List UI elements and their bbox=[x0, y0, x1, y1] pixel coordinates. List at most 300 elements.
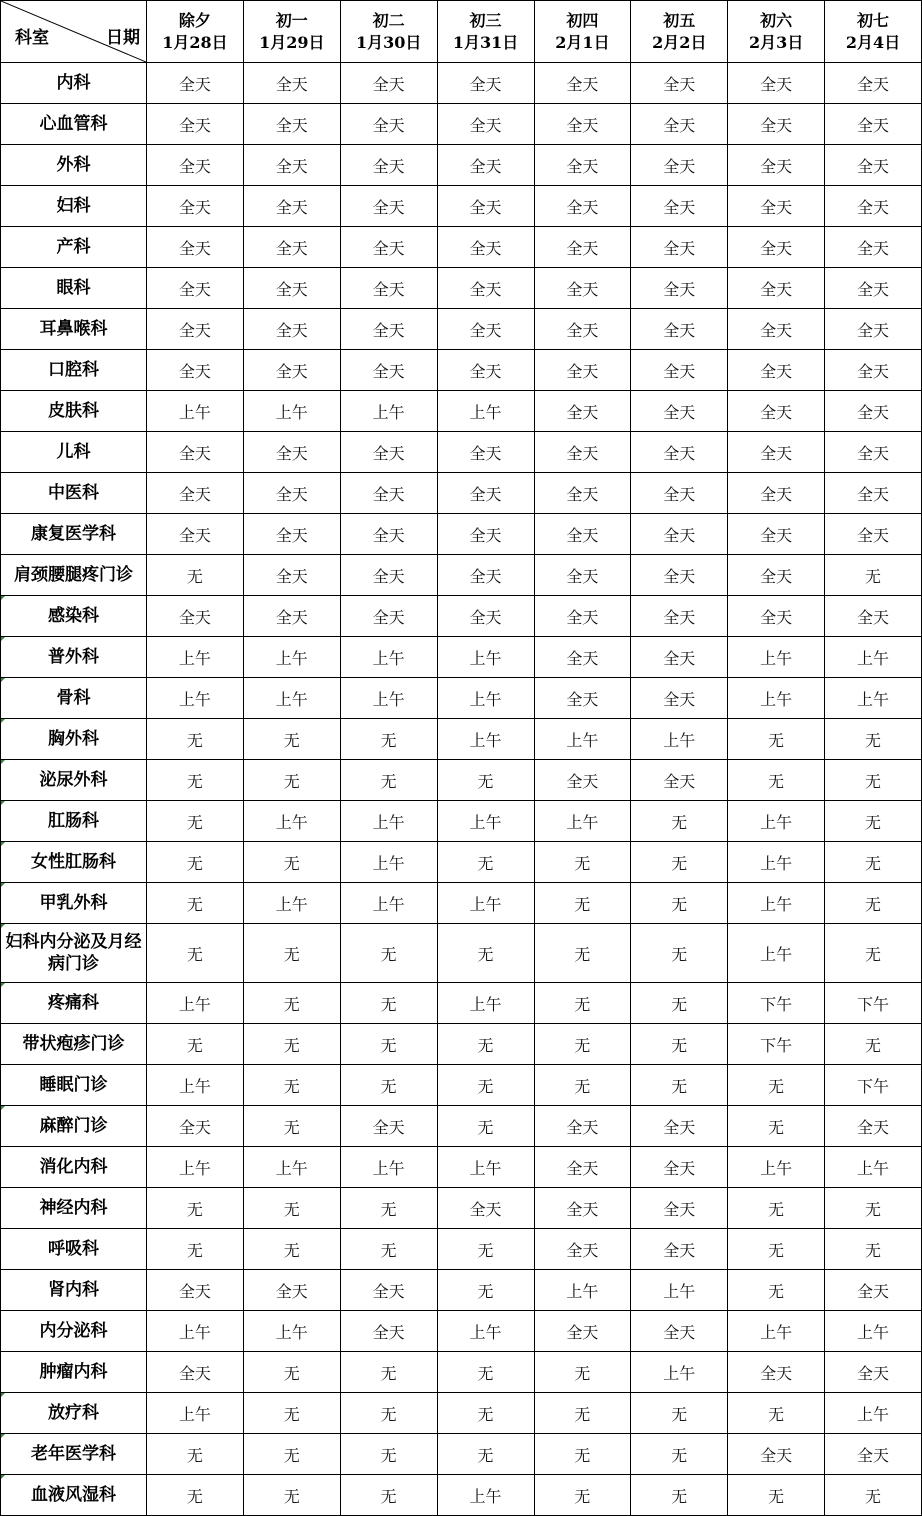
schedule-cell: 全天 bbox=[825, 432, 922, 473]
schedule-cell: 全天 bbox=[534, 145, 631, 186]
day-name: 初三 bbox=[469, 10, 502, 30]
dept-name: 中医科 bbox=[48, 483, 99, 503]
schedule-cell: 上午 bbox=[147, 391, 244, 432]
day-header bbox=[147, 1, 244, 63]
schedule-cell: 全天 bbox=[825, 63, 922, 104]
schedule-cell: 无 bbox=[340, 1393, 437, 1434]
table-row bbox=[1, 1475, 922, 1516]
dept-cell bbox=[1, 760, 147, 801]
dept-name: 女性肛肠科 bbox=[31, 852, 116, 872]
schedule-cell: 全天 bbox=[631, 1311, 728, 1352]
schedule-cell: 全天 bbox=[728, 1434, 825, 1475]
schedule-cell: 上午 bbox=[340, 883, 437, 924]
schedule-cell: 无 bbox=[147, 719, 244, 760]
table-row bbox=[1, 432, 922, 473]
schedule-cell: 下午 bbox=[825, 983, 922, 1024]
dept-name: 肛肠科 bbox=[48, 811, 99, 831]
schedule-cell: 全天 bbox=[243, 432, 340, 473]
dept-cell bbox=[1, 514, 147, 555]
schedule-cell: 全天 bbox=[243, 227, 340, 268]
schedule-cell: 上午 bbox=[728, 1311, 825, 1352]
schedule-cell: 上午 bbox=[437, 1147, 534, 1188]
schedule-cell: 下午 bbox=[728, 983, 825, 1024]
schedule-cell: 无 bbox=[728, 1065, 825, 1106]
schedule-cell: 无 bbox=[437, 924, 534, 983]
dept-name: 消化内科 bbox=[39, 1157, 108, 1177]
schedule-cell: 全天 bbox=[437, 145, 534, 186]
schedule-cell: 全天 bbox=[534, 637, 631, 678]
schedule-cell: 全天 bbox=[147, 1270, 244, 1311]
table-row bbox=[1, 104, 922, 145]
schedule-cell: 无 bbox=[437, 1065, 534, 1106]
dept-name: 睡眠门诊 bbox=[39, 1075, 108, 1095]
dept-name: 产科 bbox=[56, 237, 91, 257]
day-header bbox=[728, 1, 825, 63]
schedule-cell: 全天 bbox=[243, 473, 340, 514]
schedule-cell: 全天 bbox=[437, 473, 534, 514]
schedule-cell: 全天 bbox=[631, 1229, 728, 1270]
schedule-cell: 上午 bbox=[437, 391, 534, 432]
schedule-cell: 全天 bbox=[825, 1352, 922, 1393]
dept-name: 皮肤科 bbox=[48, 401, 99, 421]
table-row bbox=[1, 309, 922, 350]
schedule-cell: 无 bbox=[340, 1434, 437, 1475]
dept-name: 眼科 bbox=[56, 278, 91, 298]
dept-cell bbox=[1, 1065, 147, 1106]
schedule-cell: 全天 bbox=[147, 1352, 244, 1393]
dept-cell bbox=[1, 309, 147, 350]
schedule-cell: 无 bbox=[243, 1106, 340, 1147]
dept-name: 普外科 bbox=[48, 647, 99, 667]
schedule-cell: 全天 bbox=[437, 1188, 534, 1229]
schedule-cell: 全天 bbox=[534, 227, 631, 268]
schedule-cell: 无 bbox=[243, 1434, 340, 1475]
schedule-cell: 全天 bbox=[340, 1311, 437, 1352]
day-date: 1月30日 bbox=[355, 32, 422, 52]
dept-name: 康复医学科 bbox=[31, 524, 116, 544]
table-row bbox=[1, 1188, 922, 1229]
schedule-cell: 无 bbox=[631, 842, 728, 883]
schedule-cell: 无 bbox=[631, 983, 728, 1024]
schedule-cell: 无 bbox=[825, 842, 922, 883]
schedule-cell: 无 bbox=[631, 1065, 728, 1106]
dept-name: 泌尿外科 bbox=[39, 770, 108, 790]
table-row bbox=[1, 801, 922, 842]
schedule-cell: 全天 bbox=[437, 227, 534, 268]
schedule-cell: 全天 bbox=[631, 391, 728, 432]
table-row bbox=[1, 1024, 922, 1065]
dept-cell bbox=[1, 1270, 147, 1311]
schedule-cell: 全天 bbox=[340, 1106, 437, 1147]
dept-name: 肩颈腰腿疼门诊 bbox=[14, 565, 133, 585]
schedule-cell: 上午 bbox=[243, 883, 340, 924]
table-row bbox=[1, 924, 922, 983]
dept-cell bbox=[1, 1352, 147, 1393]
schedule-cell: 全天 bbox=[825, 473, 922, 514]
schedule-cell: 全天 bbox=[243, 63, 340, 104]
schedule-cell: 全天 bbox=[534, 309, 631, 350]
schedule-cell: 全天 bbox=[147, 432, 244, 473]
schedule-cell: 全天 bbox=[147, 309, 244, 350]
schedule-cell: 全天 bbox=[825, 145, 922, 186]
schedule-cell: 全天 bbox=[534, 514, 631, 555]
schedule-cell: 全天 bbox=[728, 432, 825, 473]
cell-comment-marker bbox=[1, 596, 5, 600]
cell-comment-marker bbox=[1, 719, 5, 723]
schedule-cell: 全天 bbox=[147, 268, 244, 309]
schedule-cell: 上午 bbox=[728, 637, 825, 678]
schedule-cell: 上午 bbox=[631, 1270, 728, 1311]
cell-comment-marker bbox=[1, 1434, 5, 1438]
day-name: 初七 bbox=[857, 10, 890, 30]
schedule-cell: 全天 bbox=[534, 1106, 631, 1147]
dept-cell bbox=[1, 983, 147, 1024]
schedule-cell: 无 bbox=[147, 1188, 244, 1229]
schedule-cell: 全天 bbox=[631, 760, 728, 801]
schedule-cell: 全天 bbox=[534, 104, 631, 145]
schedule-cell: 上午 bbox=[147, 1147, 244, 1188]
schedule-cell: 无 bbox=[147, 1024, 244, 1065]
dept-cell bbox=[1, 1229, 147, 1270]
schedule-cell: 全天 bbox=[534, 1188, 631, 1229]
schedule-cell: 上午 bbox=[825, 1147, 922, 1188]
schedule-cell: 上午 bbox=[825, 637, 922, 678]
table-row bbox=[1, 350, 922, 391]
day-date: 1月29日 bbox=[259, 32, 325, 52]
dept-name: 内科 bbox=[56, 73, 91, 93]
schedule-cell: 全天 bbox=[340, 432, 437, 473]
schedule-cell: 全天 bbox=[147, 145, 244, 186]
schedule-cell: 全天 bbox=[728, 350, 825, 391]
day-date: 2月3日 bbox=[749, 32, 804, 52]
schedule-cell: 无 bbox=[825, 719, 922, 760]
schedule-cell: 全天 bbox=[631, 1188, 728, 1229]
dept-name: 呼吸科 bbox=[48, 1239, 99, 1259]
schedule-cell: 全天 bbox=[728, 514, 825, 555]
day-header bbox=[631, 1, 728, 63]
dept-name: 疼痛科 bbox=[48, 993, 99, 1013]
table-row bbox=[1, 678, 922, 719]
schedule-cell: 上午 bbox=[243, 391, 340, 432]
table-row bbox=[1, 186, 922, 227]
schedule-cell: 上午 bbox=[340, 678, 437, 719]
cell-comment-marker bbox=[1, 637, 5, 641]
schedule-cell: 全天 bbox=[825, 514, 922, 555]
schedule-cell: 无 bbox=[631, 1024, 728, 1065]
dept-name: 心血管科 bbox=[39, 114, 108, 134]
cell-comment-marker bbox=[1, 678, 5, 682]
table-row bbox=[1, 1065, 922, 1106]
schedule-cell: 上午 bbox=[728, 801, 825, 842]
schedule-cell: 无 bbox=[534, 1393, 631, 1434]
dept-name: 肾内科 bbox=[48, 1280, 99, 1300]
schedule-cell: 无 bbox=[340, 924, 437, 983]
schedule-cell: 全天 bbox=[340, 227, 437, 268]
schedule-cell: 无 bbox=[437, 1024, 534, 1065]
schedule-cell: 全天 bbox=[825, 391, 922, 432]
schedule-cell: 全天 bbox=[631, 186, 728, 227]
schedule-cell: 无 bbox=[243, 1024, 340, 1065]
dept-name: 甲乳外科 bbox=[39, 893, 108, 913]
schedule-cell: 全天 bbox=[340, 309, 437, 350]
schedule-cell: 上午 bbox=[728, 924, 825, 983]
schedule-cell: 无 bbox=[243, 842, 340, 883]
schedule-cell: 全天 bbox=[243, 268, 340, 309]
schedule-cell: 上午 bbox=[728, 1147, 825, 1188]
schedule-cell: 无 bbox=[147, 1229, 244, 1270]
schedule-cell: 全天 bbox=[631, 104, 728, 145]
dept-name: 妇科 bbox=[56, 196, 91, 216]
schedule-cell: 无 bbox=[243, 1229, 340, 1270]
cell-comment-marker bbox=[1, 1106, 5, 1110]
schedule-cell: 全天 bbox=[437, 596, 534, 637]
table-row bbox=[1, 719, 922, 760]
table-row bbox=[1, 1147, 922, 1188]
dept-cell bbox=[1, 1188, 147, 1229]
dept-name: 神经内科 bbox=[39, 1198, 108, 1218]
schedule-cell: 全天 bbox=[728, 63, 825, 104]
day-name: 初一 bbox=[275, 10, 308, 30]
day-date: 1月31日 bbox=[452, 32, 519, 52]
schedule-cell: 无 bbox=[825, 555, 922, 596]
schedule-cell: 上午 bbox=[728, 842, 825, 883]
table-row bbox=[1, 1270, 922, 1311]
schedule-cell: 全天 bbox=[534, 1229, 631, 1270]
schedule-cell: 上午 bbox=[243, 637, 340, 678]
schedule-cell: 无 bbox=[534, 1065, 631, 1106]
schedule-cell: 无 bbox=[631, 801, 728, 842]
day-date: 2月2日 bbox=[652, 32, 707, 52]
cell-comment-marker bbox=[1, 983, 5, 987]
dept-name: 口腔科 bbox=[48, 360, 99, 380]
schedule-cell: 全天 bbox=[728, 186, 825, 227]
schedule-cell: 上午 bbox=[243, 801, 340, 842]
schedule-cell: 上午 bbox=[437, 719, 534, 760]
schedule-cell: 全天 bbox=[825, 1106, 922, 1147]
schedule-cell: 无 bbox=[437, 1352, 534, 1393]
dept-cell bbox=[1, 145, 147, 186]
schedule-cell: 全天 bbox=[147, 514, 244, 555]
schedule-cell: 全天 bbox=[728, 268, 825, 309]
schedule-cell: 无 bbox=[147, 883, 244, 924]
schedule-cell: 无 bbox=[534, 1475, 631, 1516]
schedule-cell: 全天 bbox=[534, 1311, 631, 1352]
schedule-cell: 无 bbox=[631, 924, 728, 983]
dept-cell bbox=[1, 432, 147, 473]
schedule-cell: 上午 bbox=[340, 391, 437, 432]
schedule-cell: 上午 bbox=[437, 678, 534, 719]
schedule-cell: 无 bbox=[340, 1188, 437, 1229]
schedule-cell: 全天 bbox=[728, 227, 825, 268]
dept-cell bbox=[1, 473, 147, 514]
schedule-cell: 全天 bbox=[340, 514, 437, 555]
dept-cell bbox=[1, 186, 147, 227]
schedule-cell: 无 bbox=[340, 1229, 437, 1270]
dept-name: 儿科 bbox=[56, 442, 91, 462]
dept-cell bbox=[1, 555, 147, 596]
schedule-cell: 无 bbox=[631, 1434, 728, 1475]
schedule-cell: 全天 bbox=[147, 1106, 244, 1147]
schedule-cell: 无 bbox=[340, 983, 437, 1024]
schedule-cell: 无 bbox=[437, 1106, 534, 1147]
schedule-cell: 全天 bbox=[534, 678, 631, 719]
schedule-cell: 无 bbox=[340, 760, 437, 801]
schedule-cell: 全天 bbox=[825, 309, 922, 350]
schedule-cell: 上午 bbox=[243, 1311, 340, 1352]
dept-name: 肿瘤内科 bbox=[39, 1362, 108, 1382]
schedule-cell: 无 bbox=[534, 1352, 631, 1393]
schedule-cell: 全天 bbox=[243, 186, 340, 227]
schedule-cell: 无 bbox=[534, 983, 631, 1024]
schedule-cell: 全天 bbox=[340, 63, 437, 104]
schedule-cell: 全天 bbox=[825, 1434, 922, 1475]
schedule-cell: 全天 bbox=[534, 268, 631, 309]
day-date: 1月28日 bbox=[162, 32, 228, 52]
schedule-cell: 全天 bbox=[340, 596, 437, 637]
schedule-cell: 上午 bbox=[340, 637, 437, 678]
dept-cell bbox=[1, 596, 147, 637]
schedule-cell: 无 bbox=[825, 883, 922, 924]
schedule-cell: 无 bbox=[728, 1270, 825, 1311]
dept-cell bbox=[1, 1106, 147, 1147]
table-row bbox=[1, 760, 922, 801]
schedule-cell: 下午 bbox=[825, 1065, 922, 1106]
table-row bbox=[1, 227, 922, 268]
cell-comment-marker bbox=[1, 1475, 5, 1479]
table-row bbox=[1, 514, 922, 555]
schedule-cell: 无 bbox=[825, 1229, 922, 1270]
schedule-cell: 全天 bbox=[825, 1270, 922, 1311]
schedule-cell: 无 bbox=[534, 1024, 631, 1065]
day-name: 初六 bbox=[760, 10, 793, 30]
dept-cell bbox=[1, 1147, 147, 1188]
schedule-cell: 无 bbox=[243, 1188, 340, 1229]
cell-comment-marker bbox=[1, 883, 5, 887]
dept-name: 骨科 bbox=[56, 688, 91, 708]
schedule-cell: 无 bbox=[825, 1188, 922, 1229]
schedule-cell: 无 bbox=[825, 1475, 922, 1516]
schedule-cell: 无 bbox=[243, 1352, 340, 1393]
schedule-cell: 全天 bbox=[631, 268, 728, 309]
table-row bbox=[1, 555, 922, 596]
schedule-cell: 全天 bbox=[340, 145, 437, 186]
schedule-cell: 全天 bbox=[825, 350, 922, 391]
schedule-cell: 无 bbox=[728, 719, 825, 760]
schedule-cell: 全天 bbox=[437, 268, 534, 309]
corner-header-cell bbox=[1, 1, 147, 63]
schedule-cell: 上午 bbox=[825, 1311, 922, 1352]
dept-cell bbox=[1, 1024, 147, 1065]
table-row bbox=[1, 1229, 922, 1270]
schedule-cell: 无 bbox=[147, 1475, 244, 1516]
schedule-cell: 无 bbox=[437, 1434, 534, 1475]
day-name: 初五 bbox=[663, 10, 696, 30]
schedule-cell: 无 bbox=[631, 1475, 728, 1516]
schedule-cell: 无 bbox=[728, 1393, 825, 1434]
schedule-cell: 无 bbox=[147, 760, 244, 801]
schedule-cell: 全天 bbox=[534, 63, 631, 104]
table-row bbox=[1, 883, 922, 924]
schedule-cell: 无 bbox=[243, 924, 340, 983]
schedule-cell: 全天 bbox=[631, 596, 728, 637]
schedule-cell: 无 bbox=[437, 1229, 534, 1270]
table-row bbox=[1, 268, 922, 309]
schedule-cell: 全天 bbox=[147, 104, 244, 145]
schedule-cell: 全天 bbox=[243, 350, 340, 391]
schedule-cell: 无 bbox=[437, 1270, 534, 1311]
dept-cell bbox=[1, 227, 147, 268]
day-header bbox=[437, 1, 534, 63]
schedule-cell: 上午 bbox=[340, 1147, 437, 1188]
schedule-cell: 无 bbox=[340, 719, 437, 760]
schedule-cell: 无 bbox=[631, 883, 728, 924]
schedule-cell: 全天 bbox=[728, 596, 825, 637]
schedule-cell: 全天 bbox=[631, 637, 728, 678]
schedule-cell: 全天 bbox=[243, 145, 340, 186]
schedule-cell: 无 bbox=[534, 883, 631, 924]
schedule-cell: 全天 bbox=[825, 596, 922, 637]
table-row bbox=[1, 1106, 922, 1147]
schedule-cell: 全天 bbox=[437, 350, 534, 391]
dept-cell bbox=[1, 801, 147, 842]
schedule-cell: 全天 bbox=[534, 473, 631, 514]
schedule-cell: 全天 bbox=[631, 678, 728, 719]
schedule-cell: 全天 bbox=[534, 350, 631, 391]
table-row bbox=[1, 637, 922, 678]
dept-name: 外科 bbox=[56, 155, 91, 175]
corner-dept-label: 科室 bbox=[15, 28, 49, 48]
dept-cell bbox=[1, 719, 147, 760]
schedule-cell: 上午 bbox=[147, 1065, 244, 1106]
dept-cell bbox=[1, 678, 147, 719]
schedule-body bbox=[1, 63, 922, 1516]
schedule-cell: 全天 bbox=[631, 555, 728, 596]
schedule-cell: 上午 bbox=[534, 719, 631, 760]
schedule-cell: 全天 bbox=[631, 1147, 728, 1188]
schedule-cell: 全天 bbox=[534, 186, 631, 227]
dept-cell bbox=[1, 1393, 147, 1434]
dept-cell bbox=[1, 63, 147, 104]
schedule-cell: 全天 bbox=[437, 555, 534, 596]
schedule-cell: 全天 bbox=[243, 104, 340, 145]
schedule-cell: 全天 bbox=[147, 473, 244, 514]
schedule-cell: 全天 bbox=[243, 555, 340, 596]
schedule-cell: 无 bbox=[825, 760, 922, 801]
dept-name: 麻醉门诊 bbox=[39, 1116, 108, 1136]
schedule-cell: 全天 bbox=[728, 555, 825, 596]
schedule-cell: 全天 bbox=[437, 514, 534, 555]
schedule-cell: 全天 bbox=[340, 104, 437, 145]
schedule-cell: 全天 bbox=[631, 227, 728, 268]
schedule-cell: 无 bbox=[340, 1352, 437, 1393]
schedule-cell: 全天 bbox=[437, 104, 534, 145]
dept-name: 内分泌科 bbox=[39, 1321, 108, 1341]
cell-comment-marker bbox=[1, 801, 5, 805]
table-row bbox=[1, 983, 922, 1024]
schedule-cell: 无 bbox=[825, 801, 922, 842]
dept-cell bbox=[1, 1311, 147, 1352]
dept-name: 带状疱疹门诊 bbox=[22, 1034, 125, 1054]
schedule-cell: 全天 bbox=[631, 432, 728, 473]
schedule-cell: 上午 bbox=[243, 678, 340, 719]
schedule-cell: 全天 bbox=[631, 1106, 728, 1147]
schedule-cell: 全天 bbox=[340, 268, 437, 309]
schedule-cell: 无 bbox=[243, 760, 340, 801]
schedule-cell: 全天 bbox=[631, 473, 728, 514]
schedule-cell: 全天 bbox=[437, 63, 534, 104]
schedule-cell: 全天 bbox=[631, 145, 728, 186]
schedule-cell: 无 bbox=[243, 1065, 340, 1106]
